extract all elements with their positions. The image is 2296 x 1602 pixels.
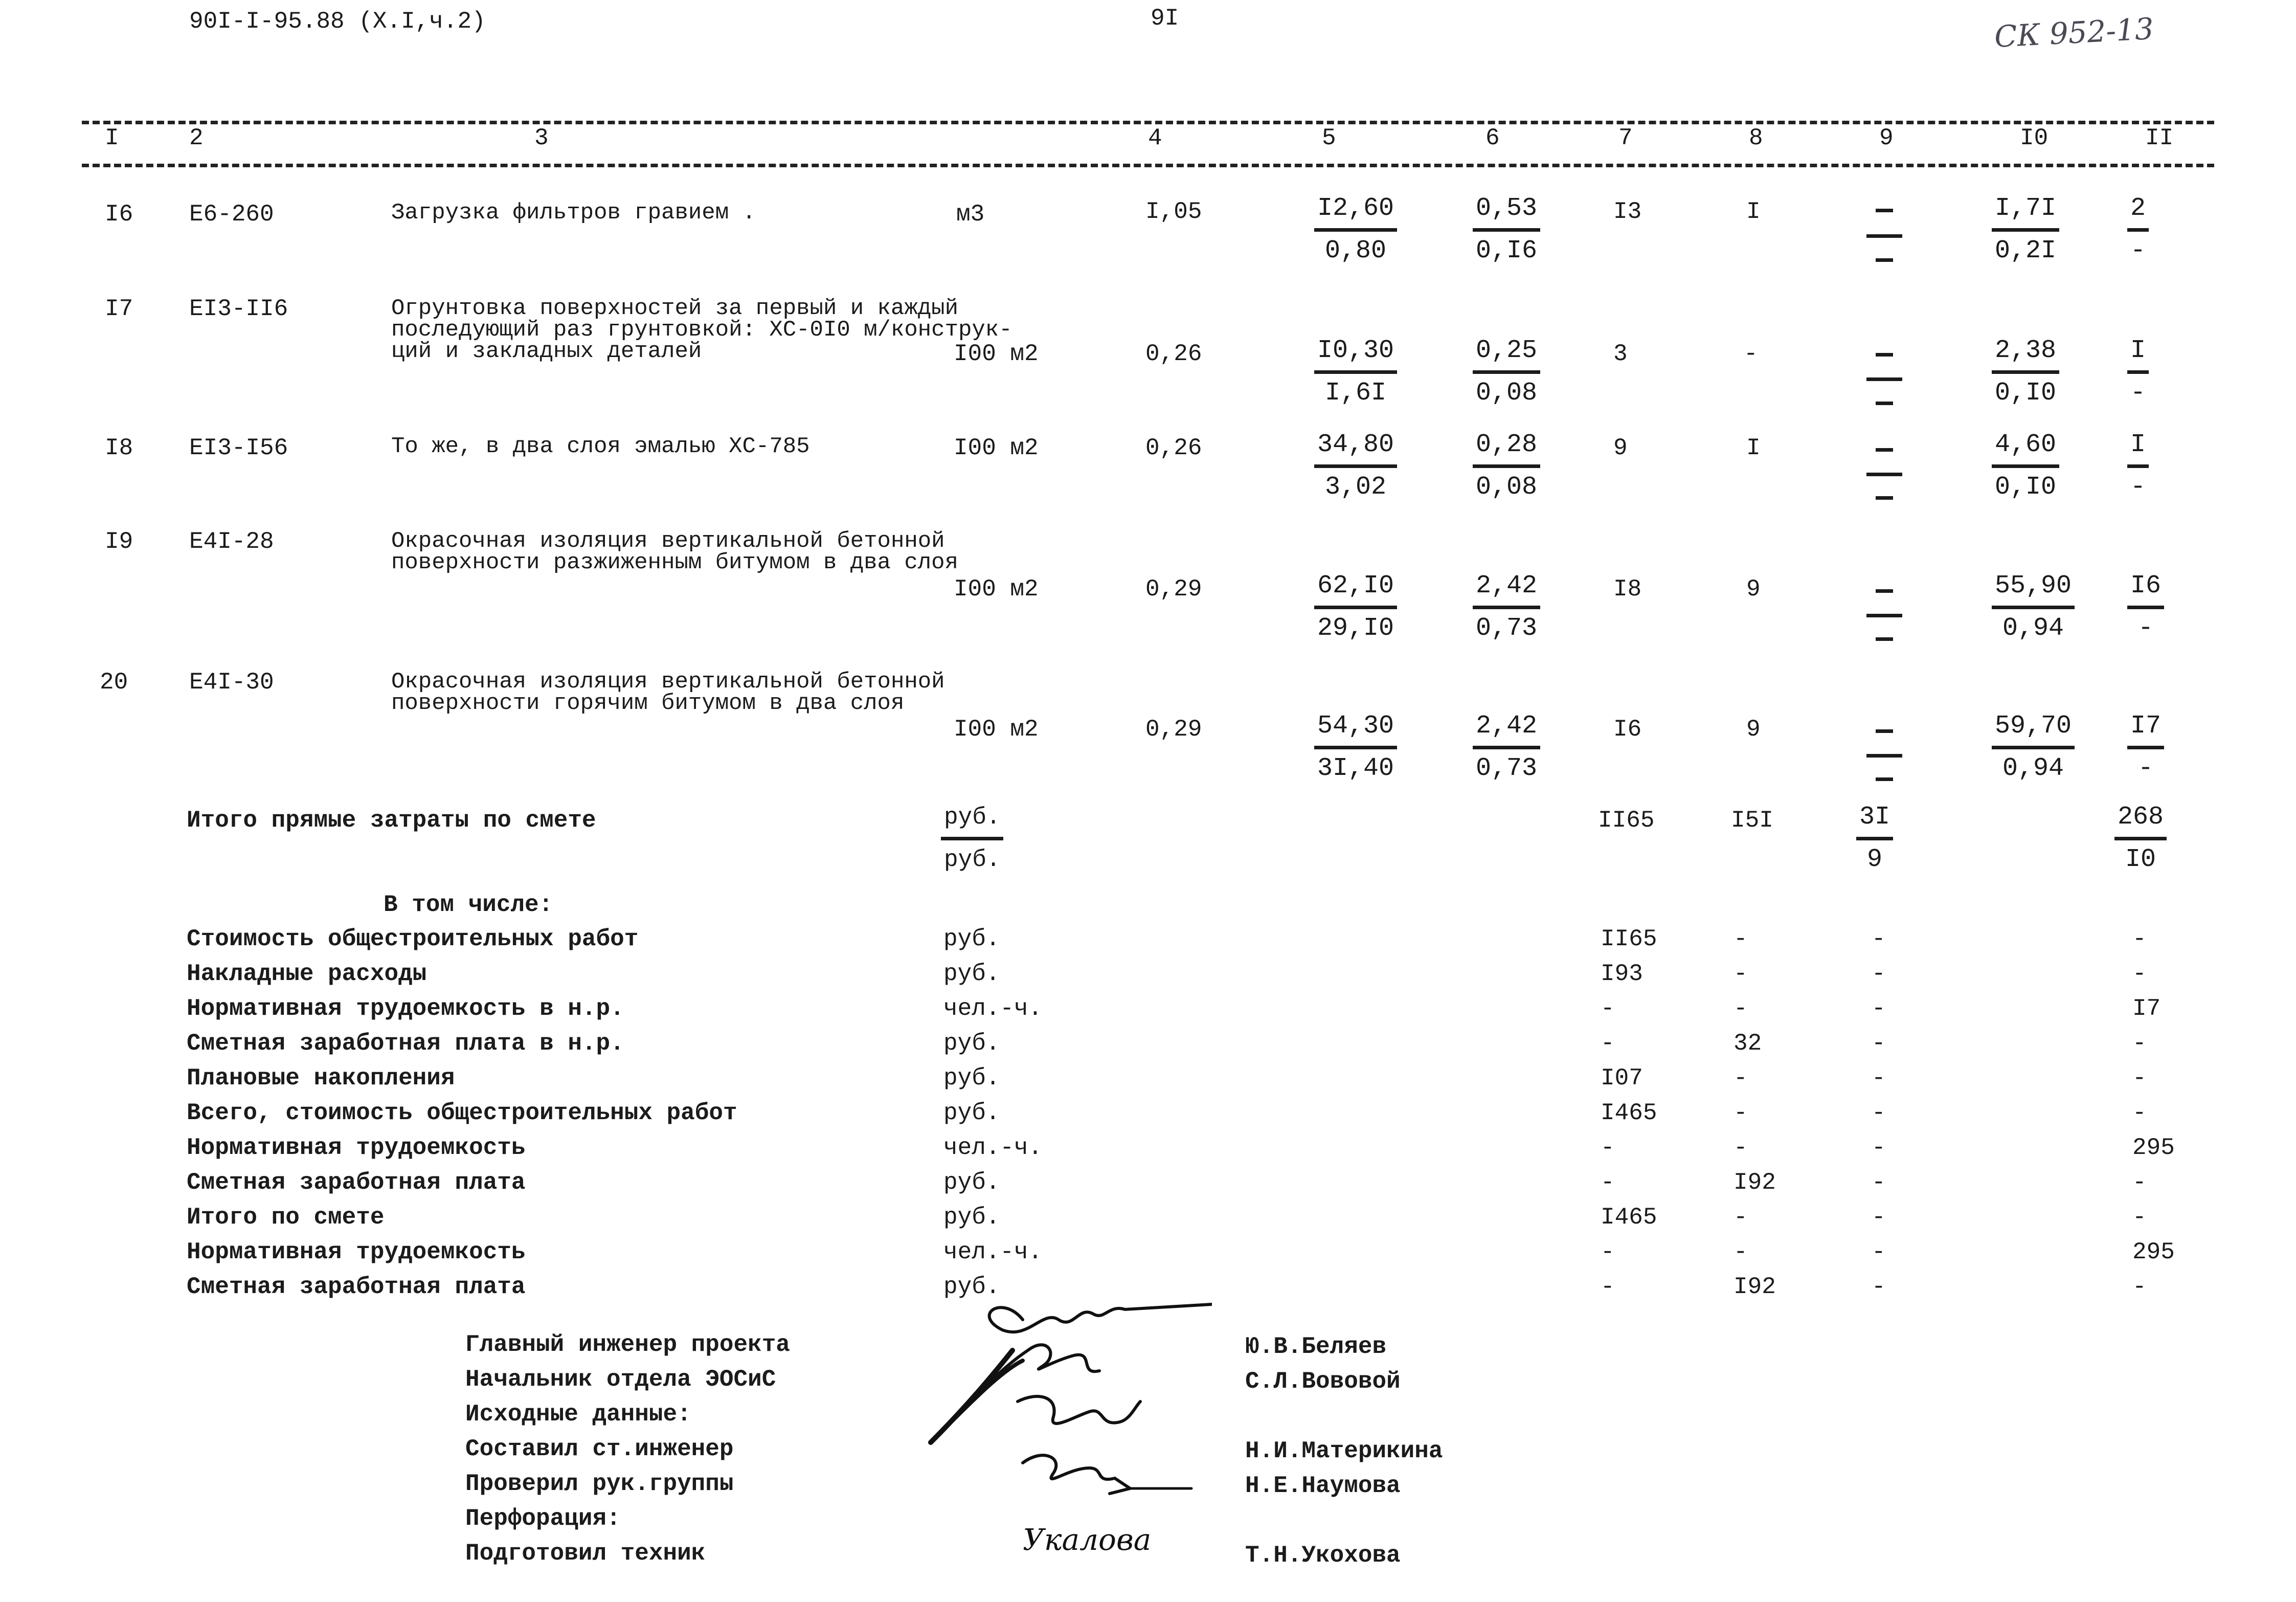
col-header-10: I0 — [2020, 125, 2049, 151]
col-header-5: 5 — [1322, 125, 1336, 151]
summary-unit: руб. — [943, 1030, 1000, 1057]
row-quantity: I,05 — [1145, 198, 1202, 225]
row-col9-dash — [1876, 496, 1893, 500]
handwritten-signatures — [926, 1274, 1212, 1601]
row-col11-fraction: I - — [2127, 337, 2149, 408]
row-col5-fraction: $\frac{54,30}{3I,40}$ — [1314, 712, 1397, 783]
summary-col11: - — [2132, 1204, 2147, 1231]
summary-label: Итого по смете — [187, 1204, 385, 1231]
summary-label: Нормативная трудоемкость — [187, 1239, 526, 1265]
row-col8: - — [1744, 341, 1758, 367]
summary-unit: руб. — [943, 926, 1000, 952]
row-quantity: 0,29 — [1145, 716, 1202, 743]
row-col8: 9 — [1746, 576, 1761, 603]
signature-role: Главный инженер проекта — [465, 1331, 790, 1358]
summary-unit: чел.-ч. — [943, 995, 1043, 1022]
summary-unit: руб. — [943, 1065, 1000, 1092]
summary-col7: I93 — [1601, 961, 1643, 987]
signature-role: Начальник отдела ЭОСиС — [465, 1366, 776, 1393]
summary-col7: I07 — [1601, 1065, 1643, 1092]
row-col11-fraction: I - — [2127, 431, 2149, 502]
row-description: Огрунтовка поверхностей за первый и каждый последующий раз грунтовкой: ХС-0I0 м/конструк- ций и закладных деталей — [391, 296, 1012, 364]
summary-col9: - — [1872, 1169, 1886, 1196]
row-col9-dash — [1876, 729, 1893, 733]
summary-unit: руб. — [943, 1204, 1000, 1231]
row-col9-fraction-bar — [1866, 754, 1902, 758]
row-col10-fraction: $\frac{I,7I}{0,2I}$ — [1992, 194, 2059, 265]
row-col11-fraction: I6 - — [2127, 572, 2164, 643]
summary-col9: - — [1872, 1065, 1886, 1092]
document-code: 90I-I-95.88 (X.I,ч.2) — [189, 8, 486, 35]
summary-col8: - — [1734, 1065, 1748, 1092]
signature-role: Перфорация: — [465, 1505, 621, 1532]
signature-role: Составил ст.инженер — [465, 1436, 734, 1462]
totals-col11-fraction: $\frac{268}{I0}$ — [2114, 803, 2167, 874]
row-code: ЕI3-I56 — [189, 435, 288, 461]
row-description: Окрасочная изоляция вертикальной бетонной поверхности разжиженным битумом в два слоя — [391, 528, 958, 575]
totals-unit-fraction: руб. руб. — [941, 803, 1003, 874]
row-col6-fraction: $\frac{0,28}{0,08}$ — [1473, 431, 1540, 502]
row-col9-dash — [1876, 402, 1893, 405]
row-col7: 9 — [1613, 435, 1628, 461]
summary-col8: - — [1734, 1134, 1748, 1161]
row-col9-dash — [1876, 589, 1893, 593]
summary-col11: - — [2132, 926, 2147, 952]
row-col10-fraction: $\frac{55,90}{0,94}$ — [1992, 572, 2075, 643]
summary-col11: - — [2132, 961, 2147, 987]
summary-unit: чел.-ч. — [943, 1134, 1043, 1161]
summary-col8: - — [1734, 1204, 1748, 1231]
row-unit: I00 м2 — [954, 716, 1039, 743]
row-col6-fraction: $\frac{0,25}{0,08}$ — [1473, 337, 1540, 408]
signature-name: Т.Н.Укохова — [1245, 1542, 1401, 1569]
row-unit: I00 м2 — [954, 435, 1039, 461]
summary-col9: - — [1872, 1239, 1886, 1265]
summary-col8: - — [1734, 995, 1748, 1022]
row-col7: I6 — [1613, 716, 1642, 743]
summary-label: Плановые накопления — [187, 1065, 455, 1092]
summary-unit: руб. — [943, 1100, 1000, 1126]
row-col10-fraction: $\frac{59,70}{0,94}$ — [1992, 712, 2075, 783]
row-col8: I — [1746, 198, 1761, 225]
summary-col7: II65 — [1601, 926, 1657, 952]
row-col9-dash — [1876, 353, 1893, 357]
archive-stamp: СК 952-13 — [1993, 11, 2155, 55]
totals-label: Итого прямые затраты по смете — [187, 807, 596, 834]
col-header-8: 8 — [1749, 125, 1763, 151]
summary-col11: - — [2132, 1065, 2147, 1092]
row-col9-fraction-bar — [1866, 473, 1902, 476]
row-col9-dash — [1876, 777, 1893, 781]
row-col5-fraction: $\frac{62,I0}{29,I0}$ — [1314, 572, 1397, 643]
row-col9-fraction-bar — [1866, 614, 1902, 617]
summary-label: Накладные расходы — [187, 961, 427, 987]
row-col5-fraction: $\frac{34,80}{3,02}$ — [1314, 431, 1397, 502]
summary-unit: руб. — [943, 1169, 1000, 1196]
row-description: Окрасочная изоляция вертикальной бетонной поверхности горячим битумом в два слоя — [391, 669, 945, 716]
summary-col11: 295 — [2132, 1239, 2175, 1265]
row-description: Загрузка фильтров гравием . — [391, 200, 756, 226]
summary-col8: I92 — [1734, 1169, 1776, 1196]
summary-col11: - — [2132, 1169, 2147, 1196]
row-number: I9 — [105, 528, 133, 555]
row-col10-fraction: $\frac{2,38}{0,I0}$ — [1992, 337, 2059, 408]
summary-unit: руб. — [943, 1274, 1000, 1300]
summary-col8: 32 — [1734, 1030, 1762, 1057]
summary-col7: - — [1601, 1274, 1615, 1300]
row-number: I6 — [105, 201, 133, 228]
row-col9-fraction-bar — [1866, 377, 1902, 381]
row-col5-fraction: $\frac{I2,60}{0,80}$ — [1314, 194, 1397, 265]
summary-col8: - — [1734, 1239, 1748, 1265]
summary-col7: I465 — [1601, 1100, 1657, 1126]
row-number: 20 — [100, 669, 128, 696]
row-col8: 9 — [1746, 716, 1761, 743]
summary-col11: 295 — [2132, 1134, 2175, 1161]
row-unit: I00 м2 — [954, 341, 1039, 367]
summary-col8: I92 — [1734, 1274, 1776, 1300]
summary-unit: чел.-ч. — [943, 1239, 1043, 1265]
row-col9-dash — [1876, 258, 1893, 262]
summary-label: Сметная заработная плата — [187, 1274, 526, 1300]
row-col7: I3 — [1613, 198, 1642, 225]
summary-col9: - — [1872, 1100, 1886, 1126]
row-description: То же, в два слоя эмалью ХС-785 — [391, 434, 810, 459]
col-header-4: 4 — [1148, 125, 1162, 151]
signature-name: С.Л.Вововой — [1245, 1368, 1401, 1395]
row-col8: I — [1746, 435, 1761, 461]
row-col7: I8 — [1613, 576, 1642, 603]
summary-col7: - — [1601, 995, 1615, 1022]
summary-col11: - — [2132, 1274, 2147, 1300]
page-number: 9I — [1151, 5, 1179, 32]
summary-col9: - — [1872, 1134, 1886, 1161]
header-rule-top — [82, 121, 2214, 124]
summary-col8: - — [1734, 1100, 1748, 1126]
signature-name: Н.Е.Наумова — [1245, 1473, 1401, 1499]
row-unit: м3 — [956, 201, 985, 228]
totals-col8: I5I — [1731, 807, 1773, 834]
row-unit: I00 м2 — [954, 576, 1039, 603]
summary-col11: - — [2132, 1030, 2147, 1057]
summary-col7: I465 — [1601, 1204, 1657, 1231]
summary-col8: - — [1734, 926, 1748, 952]
summary-label: Нормативная трудоемкость — [187, 1134, 526, 1161]
row-code: Е6-260 — [189, 201, 274, 228]
header-rule-bottom — [82, 164, 2214, 167]
summary-label: Сметная заработная плата в н.р. — [187, 1030, 624, 1057]
col-header-7: 7 — [1618, 125, 1633, 151]
row-col6-fraction: $\frac{2,42}{0,73}$ — [1473, 572, 1540, 643]
row-number: I7 — [105, 296, 133, 322]
summary-unit: руб. — [943, 961, 1000, 987]
row-col6-fraction: $\frac{2,42}{0,73}$ — [1473, 712, 1540, 783]
row-col7: 3 — [1613, 341, 1628, 367]
summary-col7: - — [1601, 1030, 1615, 1057]
summary-col11: I7 — [2132, 995, 2161, 1022]
summary-col9: - — [1872, 1204, 1886, 1231]
col-header-2: 2 — [189, 125, 204, 151]
row-code: ЕI3-II6 — [189, 296, 288, 322]
row-col10-fraction: $\frac{4,60}{0,I0}$ — [1992, 431, 2059, 502]
totals-col7: II65 — [1598, 807, 1655, 834]
row-quantity: 0,26 — [1145, 341, 1202, 367]
row-col9-fraction-bar — [1866, 234, 1902, 238]
row-code: Е4I-28 — [189, 528, 274, 555]
col-header-6: 6 — [1485, 125, 1500, 151]
col-header-3: 3 — [534, 125, 549, 151]
row-col5-fraction: $\frac{I0,30}{I,6I}$ — [1314, 337, 1397, 408]
col-header-9: 9 — [1879, 125, 1894, 151]
signature-name: Ю.В.Беляев — [1245, 1333, 1387, 1360]
including-label: В том числе: — [384, 892, 553, 918]
summary-col7: - — [1601, 1134, 1615, 1161]
row-code: Е4I-30 — [189, 669, 274, 696]
signature-role: Исходные данные: — [465, 1401, 691, 1428]
summary-col8: - — [1734, 961, 1748, 987]
row-col6-fraction: $\frac{0,53}{0,I6}$ — [1473, 194, 1540, 265]
summary-col11: - — [2132, 1100, 2147, 1126]
summary-label: Сметная заработная плата — [187, 1169, 526, 1196]
col-header-1: I — [105, 125, 119, 151]
summary-col7: - — [1601, 1239, 1615, 1265]
row-quantity: 0,26 — [1145, 435, 1202, 461]
row-col9-dash — [1876, 448, 1893, 452]
summary-label: Стоимость общестроительных работ — [187, 926, 639, 952]
row-col9-dash — [1876, 209, 1893, 212]
summary-label: Нормативная трудоемкость в н.р. — [187, 995, 624, 1022]
row-col9-dash — [1876, 637, 1893, 641]
row-quantity: 0,29 — [1145, 576, 1202, 603]
summary-col7: - — [1601, 1169, 1615, 1196]
row-col11-fraction: 2 - — [2127, 194, 2149, 265]
signature-role: Проверил рук.группы — [465, 1471, 734, 1497]
signature-scrawl-text: Укалова — [1023, 1522, 1152, 1557]
col-header-11: II — [2145, 125, 2174, 151]
row-col11-fraction: I7 - — [2127, 712, 2164, 783]
signature-role: Подготовил техник — [465, 1540, 706, 1567]
signature-name: Н.И.Материкина — [1245, 1438, 1443, 1464]
summary-label: Всего, стоимость общестроительных работ — [187, 1100, 737, 1126]
summary-col9: - — [1872, 1274, 1886, 1300]
summary-col9: - — [1872, 1030, 1886, 1057]
row-number: I8 — [105, 435, 133, 461]
summary-col9: - — [1872, 926, 1886, 952]
totals-col9-fraction: $\frac{3I}{9}$ — [1856, 803, 1893, 874]
summary-col9: - — [1872, 961, 1886, 987]
summary-col9: - — [1872, 995, 1886, 1022]
